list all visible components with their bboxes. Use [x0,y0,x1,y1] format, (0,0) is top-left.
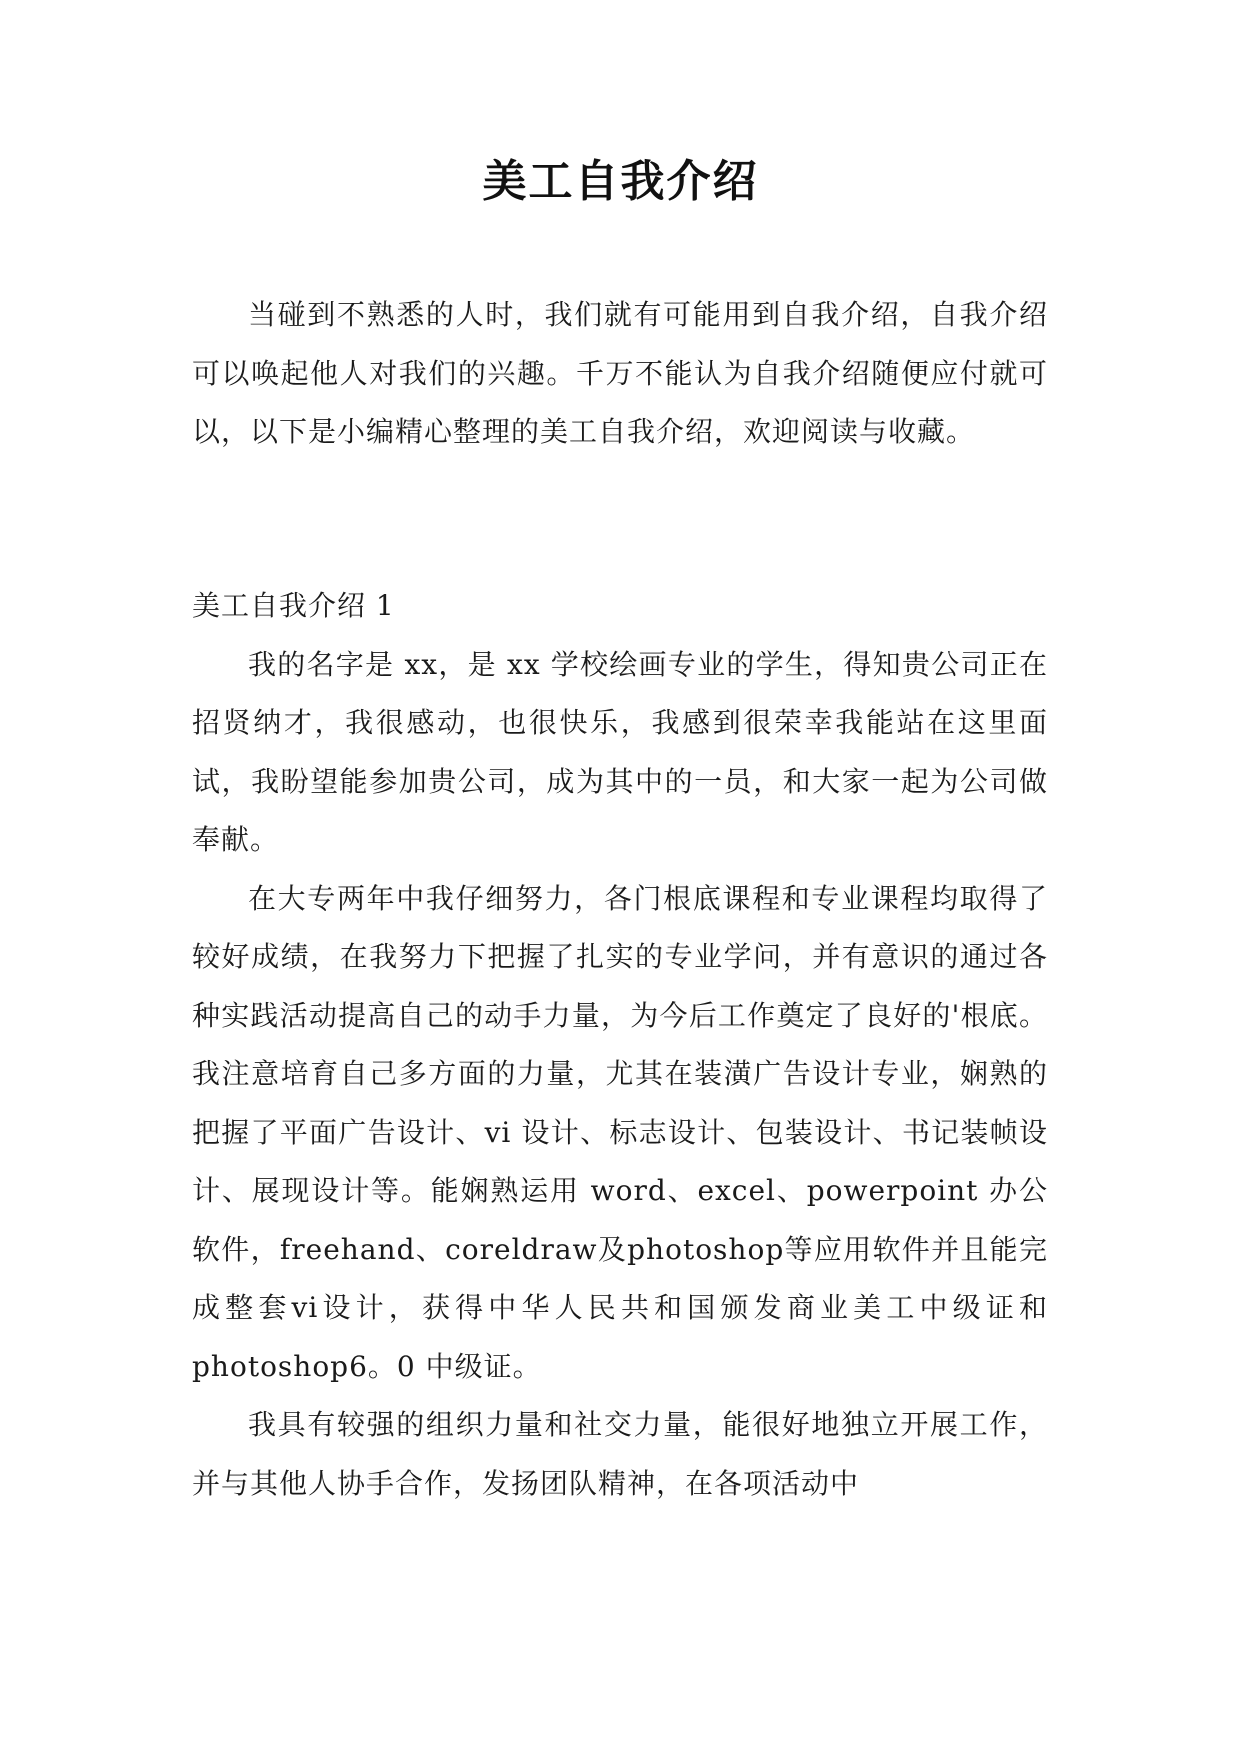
page-title: 美工自我介绍 [482,156,759,207]
section-heading: 美工自我介绍 1 [192,589,395,622]
intro-paragraph: 当碰到不熟悉的人时，我们就有可能用到自我介绍，自我介绍可以唤起他人对我们的兴趣。千万不能认为自我介绍随便应付就可以，以下是小编精心整理的美工自我介绍，欢迎阅读与收藏。 [192,298,1048,448]
intro-block [192,286,1048,462]
body-paragraph: 我具有较强的组织力量和社交力量，能很好地独立开展工作，并与其他人协手合作，发扬团队精神，在各项活动中 [192,1408,1048,1500]
body-paragraph: 我的名字是 xx，是 xx 学校绘画专业的学生，得知贵公司正在招贤纳才，我很感动，也很快乐，我感到很荣幸我能站在这里面试，我盼望能参加贵公司，成为其中的一员，和大家一起为公司做奉献。 [192,647,1048,856]
section-block [192,577,1048,1513]
body-paragraph: 在大专两年中我仔细努力，各门根底课程和专业课程均取得了较好成绩，在我努力下把握了扎实的专业学问，并有意识的通过各种实践活动提高自己的动手力量，为今后工作奠定了良好的'根底。我注意培育自己多方面的力量，尤其在装潢广告设计专业，娴熟的把握了平面广告设计、vi 设计、标志设计、包装设计、书记装帧设计、展现设计等。能娴熟运用 word、excel、powerpoint 办公软件，freehand、coreldraw及photoshop等应用软件并且能完成整套vi设计，获得中华人民共和国颁发商业美工中级证和photoshop6。0 中级证。 [192,881,1048,1383]
